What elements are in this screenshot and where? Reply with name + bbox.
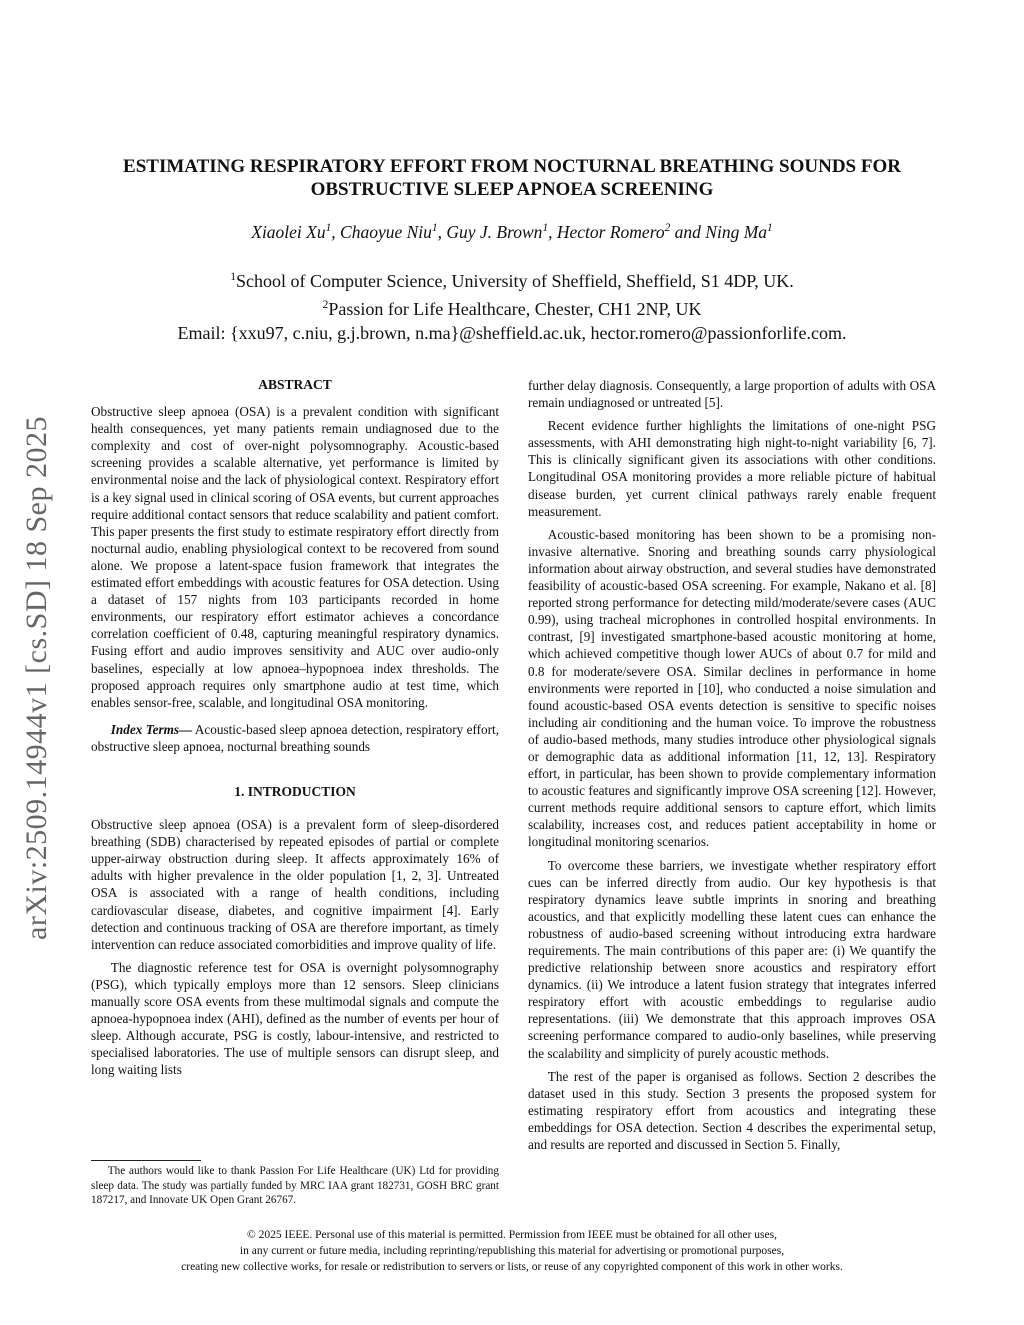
author-list [80, 222, 944, 243]
index-terms: Index Terms— Acoustic-based sleep apnoea detection, respiratory effort, obstructive sleep apnoea, nocturnal breathing sounds [91, 721, 499, 754]
author: Ning Ma$^1$ [705, 222, 773, 242]
abstract-heading: ABSTRACT [258, 377, 332, 392]
author: Xiaolei Xu$^1$, [251, 222, 341, 242]
footnote: The authors would like to thank Passion For Life Healthcare (UK) Ltd for providing sleep data. The study was partially funded by MRC IAA grant 182731, GOSH BRC grant 187217, and Innovate UK Open Grant 26767. [91, 1165, 499, 1206]
author: Chaoyue Niu$^1$, [340, 222, 447, 242]
right-paragraph-3: To overcome these barriers, we investigate whether respiratory effort cues can be inferred directly from audio. Our key hypothesis is that respiratory dynamics leave subtle imprints in snoring and breathing acoustics, and that explicitly modelling these latent cues can enhance the robustness of audio-based screening without introducing extra hardware requirements. The main contributions of this paper are: (i) We quantify the predictive relationship between snore acoustics and respiratory effort dynamics. (ii) We introduce a latent fusion strategy that integrates inferred respiratory effort with acoustic embeddings to regularise audio representations. (iii) We demonstrate that this approach improves OSA screening performance compared to audio-only baselines, while preserving the scalability and simplicity of purely acoustic methods. [528, 857, 936, 1061]
author: Guy J. Brown$^1$, [446, 222, 557, 242]
author: Hector Romero$^2$ and [556, 222, 706, 242]
copyright-notice [60, 1227, 964, 1275]
arxiv-id-text: arXiv:2509.14944v1 [cs.SD] 18 Sep 2025 [20, 416, 53, 940]
title-line-1: ESTIMATING RESPIRATORY EFFORT FROM NOCTURNAL BREATHING SOUNDS FOR [123, 156, 901, 177]
intro-paragraph-2: The diagnostic reference test for OSA is overnight polysomnography (PSG), which typically employs more than 12 sensors. Sleep clinicians manually score OSA events from these multimodal signals and compute the apnoea-hypopnoea index (AHI), defined as the number of events per hour of sleep. Although accurate, PSG is costly, labour-intensive, and restricted to specialised laboratories. The use of multiple sensors can disrupt sleep, and long waiting lists [91, 959, 499, 1078]
right-paragraph-2: Acoustic-based monitoring has been shown to be a promising non-invasive alternative. Snoring and breathing sounds carry physiological information about airway obstruction, and several studies have demonstrated feasibility of acoustic-based OSA screening. For example, Nakano et al. [8] reported strong performance for detecting mild/moderate/severe cases (AUC 0.99), using tracheal microphones in controlled hospital environments. In contrast, [9] investigated smartphone-based acoustic monitoring at home, which achieved competitive though lower AUCs of about 0.7 for mild and 0.8 for moderate/severe OSA. Similar declines in performance in home environments were reported in [10], who conducted a noise simulation and found acoustic-based OSA events detection is sensitive to specific noises including air conditioning and the human voice. To improve the robustness of audio-based methods, many studies introduce other physiological signals or demographic data as additional information [11, 12, 13]. Respiratory effort, in particular, has been shown to provide complementary information to acoustic features and significantly improve OSA screening [12]. However, current methods require additional sensors to capture effort, which limits scalability, increases cost, and reduces patient acceptability in home or longitudinal monitoring scenarios. [528, 526, 936, 850]
affiliations [80, 265, 944, 345]
title-line-2: OBSTRUCTIVE SLEEP APNOEA SCREENING [310, 179, 714, 200]
email-line: Email: {xxu97, c.niu, g.j.brown, n.ma}@sheffield.ac.uk, hector.romero@passionforlife.com. [177, 323, 847, 343]
left-column [91, 376, 499, 1084]
copyright-line-2: in any current or future media, including reprinting/republishing this material for advertising or promotional purposes, [239, 1245, 785, 1257]
footnote-rule [91, 1160, 201, 1161]
affiliation-1: $^1$School of Computer Science, University of Sheffield, Sheffield, S1 4DP, UK. [230, 270, 794, 291]
right-paragraph-1: Recent evidence further highlights the limitations of one-night PSG assessments, with AHI demonstrating high night-to-night variability [6, 7]. This is clinically significant given its associations with other conditions. Longitudinal OSA monitoring provides a more reliable picture of habitual disease burden, yet current clinical pathways rarely enable frequent measurement. [528, 418, 936, 519]
right-paragraph-0: further delay diagnosis. Consequently, a large proportion of adults with OSA remain undiagnosed or untreated [5]. [528, 378, 936, 411]
introduction-heading: 1. INTRODUCTION [234, 783, 356, 799]
copyright-line-1: © 2025 IEEE. Personal use of this material is permitted. Permission from IEEE must be obtained for all other uses, [247, 1229, 777, 1241]
paper-title [80, 155, 944, 201]
arxiv-identifier [14, 378, 60, 978]
affiliation-2: $^2$Passion for Life Healthcare, Chester, CH1 2NP, UK [322, 298, 702, 319]
right-column [528, 377, 936, 1159]
copyright-line-3: creating new collective works, for resale or redistribution to servers or lists, or reuse of any copyrighted component of this work in other works. [181, 1261, 843, 1273]
intro-paragraph-1: Obstructive sleep apnoea (OSA) is a prevalent form of sleep-disordered breathing (SDB) characterised by repeated episodes of partial or complete upper-airway obstruction during sleep. It affects approximately 16% of adults with higher prevalence in the older population [1, 2, 3]. Untreated OSA is associated with a range of health conditions, including cardiovascular disease, diabetes, and cognitive impairment [4]. Early detection and continuous tracking of OSA are therefore important, as timely intervention can reduce associated comorbidities and improve quality of life. [91, 817, 499, 952]
right-paragraph-4: The rest of the paper is organised as follows. Section 2 describes the dataset used in this study. Section 3 presents the proposed system for estimating respiratory effort from acoustics and integrating these embeddings for OSA detection. Section 4 describes the experimental setup, and results are reported and discussed in Section 5. Finally, [528, 1068, 936, 1153]
abstract-text: Obstructive sleep apnoea (OSA) is a prevalent condition with significant health consequences, yet many patients remain undiagnosed due to the complexity and cost of over-night polysomnography. Acoustic-based screening provides a scalable alternative, yet performance is limited by environmental noise and the lack of physiological context. Respiratory effort is a key signal used in clinical scoring of OSA events, but current approaches require additional contact sensors that reduce scalability and patient comfort. This paper presents the first study to estimate respiratory effort directly from nocturnal audio, enabling physiological context to be recovered from sound alone. We propose a latent-space fusion framework that integrates the estimated effort embeddings with acoustic features for OSA detection. Using a dataset of 157 nights from 103 participants recorded in home environments, our respiratory effort estimator achieves a concordance correlation coefficient of 0.48, capturing meaningful respiratory dynamics. Fusing effort and audio improves sensitivity and AUC over audio-only baselines, especially at low apnoea–hypopnoea index thresholds. The proposed approach requires only smartphone audio at test time, which enables sensor-free, scalable, and longitudinal OSA monitoring. [91, 404, 499, 710]
